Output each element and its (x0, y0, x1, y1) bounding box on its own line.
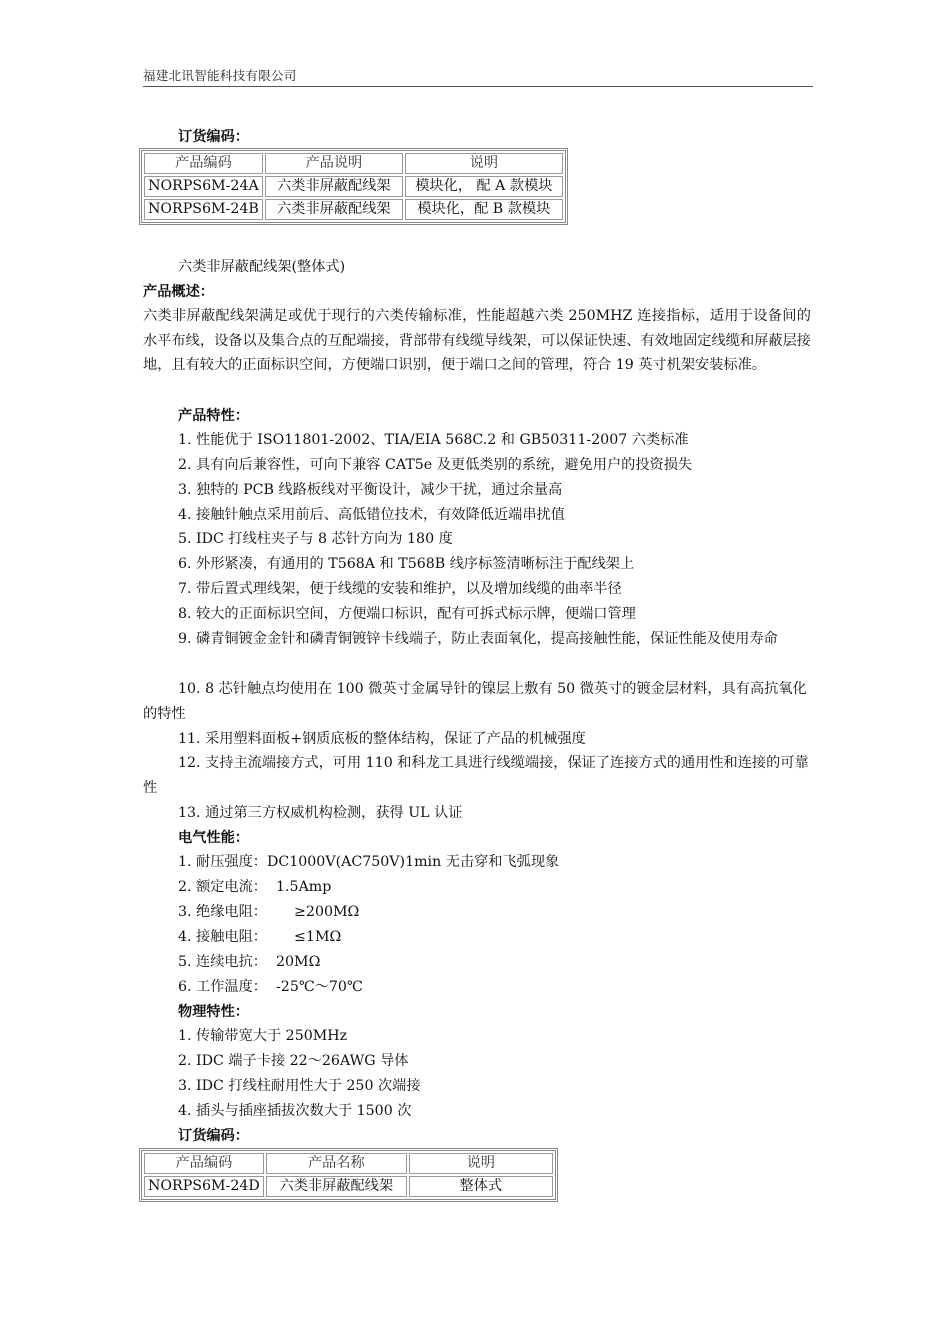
feature-item: 7. 带后置式理线架，便于线缆的安装和维护，以及增加线缆的曲率半径 (178, 581, 622, 597)
features-label: 产品特性： (178, 408, 249, 424)
physical-item: 1. 传输带宽大于 250MHz (178, 1028, 348, 1044)
feature-item: 13. 通过第三方权威机构检测，获得 UL 认证 (178, 805, 463, 821)
feature-item: 10. 8 芯针触点均使用在 100 微英寸金属导针的镍层上敷有 50 微英寸的镀金层材料，具有高抗氧化的特性 (143, 681, 807, 722)
table-cell: 六类非屏蔽配线架 (265, 176, 403, 197)
table-header-cell: 产品编码 (144, 1153, 264, 1174)
electrical-item: 5. 连续电抗： 20MΩ (178, 954, 321, 970)
overview-text: 六类非屏蔽配线架满足或优于现行的六类传输标准，性能超越六类 250MHZ 连接指标，适用于设备间的水平布线，设备以及集合点的互配端接，背部带有线缆导线架，可以保证快速、有效地固定线缆和屏蔽层接地，且有较大的正面标识空间，方便端口识别，便于端口之间的管理，符合 19 英寸机架安装标准。 (143, 308, 811, 374)
physical-item: 2. IDC 端子卡接 22～26AWG 导体 (178, 1053, 409, 1069)
table-cell: NORPS6M-24B (144, 199, 263, 220)
table-cell: 整体式 (409, 1176, 553, 1197)
table-header-cell: 说明 (405, 153, 563, 174)
table-cell: NORPS6M-24A (144, 176, 263, 197)
table-cell: 模块化，配 B 款模块 (405, 199, 563, 220)
table-header-cell: 说明 (409, 1153, 553, 1174)
electrical-label: 电气性能： (178, 830, 249, 846)
physical-label: 物理特性： (178, 1004, 249, 1020)
table-cell: 六类非屏蔽配线架 (265, 199, 403, 220)
feature-item: 11. 采用塑料面板+钢质底板的整体结构，保证了产品的机械强度 (178, 731, 586, 747)
electrical-item: 2. 额定电流： 1.5Amp (178, 879, 332, 895)
feature-item: 9. 磷青铜镀金金针和磷青铜镀锌卡线端子，防止表面氧化，提高接触性能，保证性能及使用寿命 (178, 631, 778, 647)
table-row (144, 176, 563, 197)
electrical-item: 3. 绝缘电阻： ≥200MΩ (178, 904, 360, 920)
feature-item: 12. 支持主流端接方式，可用 110 和科龙工具进行线缆端接，保证了连接方式的通用性和连接的可靠性 (143, 755, 809, 796)
feature-item: 2. 具有向后兼容性，可向下兼容 CAT5e 及更低类别的系统，避免用户的投资损失 (178, 457, 693, 473)
page-header (143, 66, 813, 87)
electrical-item: 4. 接触电阻： ≤1MΩ (178, 929, 342, 945)
table-header-cell: 产品说明 (265, 153, 403, 174)
table-cell: NORPS6M-24D (144, 1176, 264, 1197)
order-code-table (139, 148, 568, 225)
order-code-title: 订货编码： (178, 129, 249, 145)
overview-label: 产品概述： (143, 284, 214, 300)
feature-item: 1. 性能优于 ISO11801-2002、TIA/EIA 568C.2 和 GB50311-2007 六类标准 (178, 432, 689, 448)
table-header-cell: 产品名称 (266, 1153, 407, 1174)
feature-item: 6. 外形紧凑，有通用的 T568A 和 T568B 线序标签清晰标注于配线架上 (178, 556, 635, 572)
feature-item: 8. 较大的正面标识空间，方便端口标识，配有可拆式标示牌，便端口管理 (178, 606, 636, 622)
feature-item: 4. 接触针触点采用前后、高低错位技术，有效降低近端串扰值 (178, 507, 565, 523)
table-header-row (144, 1153, 553, 1174)
feature-item: 5. IDC 打线柱夹子与 8 芯针方向为 180 度 (178, 531, 453, 547)
product-title: 六类非屏蔽配线架(整体式) (178, 259, 346, 275)
table-header-cell: 产品编码 (144, 153, 263, 174)
company-name: 福建北讯智能科技有限公司 (143, 68, 297, 83)
table-header-row (144, 153, 563, 174)
table-row (144, 1176, 553, 1197)
table-cell: 六类非屏蔽配线架 (266, 1176, 407, 1197)
table-row (144, 199, 563, 220)
order-code-table-2 (139, 1148, 558, 1202)
table-cell: 模块化， 配 A 款模块 (405, 176, 563, 197)
order-code-title-2: 订货编码： (178, 1128, 249, 1144)
physical-item: 4. 插头与插座插拔次数大于 1500 次 (178, 1103, 412, 1119)
feature-item: 3. 独特的 PCB 线路板线对平衡设计，减少干扰，通过余量高 (178, 482, 563, 498)
physical-item: 3. IDC 打线柱耐用性大于 250 次端接 (178, 1078, 421, 1094)
electrical-item: 1. 耐压强度：DC1000V(AC750V)1min 无击穿和飞弧现象 (178, 854, 560, 870)
electrical-item: 6. 工作温度： -25℃～70℃ (178, 979, 363, 995)
